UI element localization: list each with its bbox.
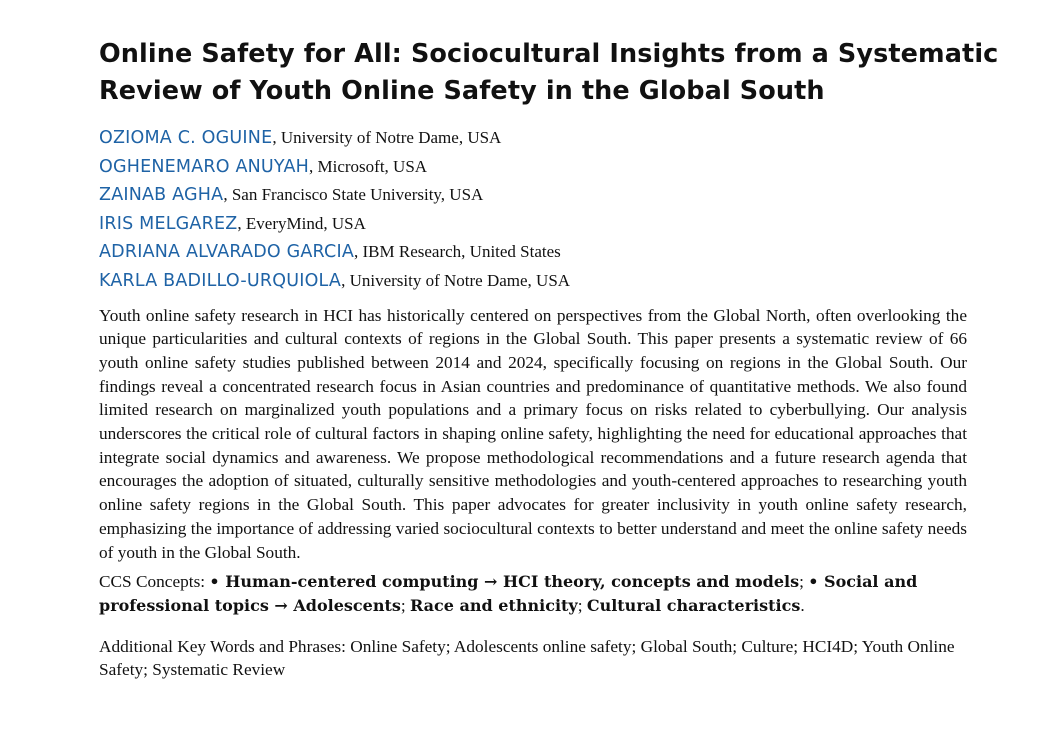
ccs-label: CCS Concepts: (99, 572, 210, 592)
author-entry (99, 153, 969, 182)
author-affiliation: , IBM Research, United States (354, 242, 561, 262)
author-name[interactable]: ADRIANA ALVARADO GARCIA (99, 242, 354, 263)
paper-title (99, 36, 999, 110)
ccs-concept-3: Race and ethnicity (410, 595, 578, 615)
author-name[interactable]: OGHENEMARO ANUYAH (99, 156, 309, 177)
title-line-1: Online Safety for All: Sociocultural Insights from a Systematic (99, 39, 999, 69)
author-entry (99, 181, 969, 210)
additional-keywords: Additional Key Words and Phrases: Online Safety; Adolescents online safety; Global South; Culture; HCI4D; Youth Online Safety; Systematic Review (99, 636, 955, 680)
ccs-separator: ; (799, 572, 809, 592)
author-affiliation: , San Francisco State University, USA (223, 185, 484, 205)
author-name[interactable]: ZAINAB AGHA (99, 185, 224, 206)
author-affiliation: , University of Notre Dame, USA (272, 128, 502, 147)
author-affiliation: , University of Notre Dame, USA (341, 270, 571, 290)
ccs-concept-2: • Social and professional topics → Adolescents (99, 572, 918, 615)
title-line-2: Review of Youth Online Safety in the Global South (99, 76, 825, 106)
ccs-concepts (99, 570, 967, 617)
author-affiliation: , Microsoft, USA (309, 156, 428, 176)
ccs-separator: ; (577, 595, 587, 615)
abstract: Youth online safety research in HCI has historically centered on perspectives from the Global North, often overlooking the unique particularities and cultural contexts of regions in the Global South. This paper presents a systematic review of 66 youth online safety studies published between 2014 and 2024, specifically focusing on regions in the Global South. Our findings reveal a concentrated research focus in Asian countries and predominance of quantitative methods. We also found limited research on marginalized youth populations and a primary focus on risks related to cyberbullying. Our analysis underscores the critical role of cultural factors in shaping online safety, highlighting the need for educational approaches that integrate social dynamics and awareness. We propose methodological recommendations and a future research agenda that encourages the adoption of situated, culturally sensitive methodologies and youth-centered approaches to researching youth online safety regions in the Global South. This paper advocates for greater inclusivity in youth online safety research, emphasizing the importance of addressing varied sociocultural contexts to better understand and meet the online safety needs of youth in the Global South. (99, 305, 967, 562)
author-entry (99, 210, 969, 239)
ccs-concept-4: Cultural characteristics (586, 595, 801, 615)
ccs-end: . (800, 595, 805, 615)
ccs-concept-1: • Human-centered computing → HCI theory, concepts and models (209, 572, 800, 592)
author-name[interactable]: OZIOMA C. OGUINE (99, 128, 273, 148)
ccs-separator: ; (400, 595, 411, 615)
author-entry (99, 124, 969, 153)
paper-page (99, 36, 999, 699)
author-entry (99, 238, 969, 267)
author-entry (99, 267, 969, 296)
author-name[interactable]: KARLA BADILLO-URQUIOLA (99, 270, 342, 291)
author-affiliation: , EveryMind, USA (237, 213, 366, 233)
author-list (99, 124, 969, 296)
author-name[interactable]: IRIS MELGAREZ (99, 213, 238, 234)
